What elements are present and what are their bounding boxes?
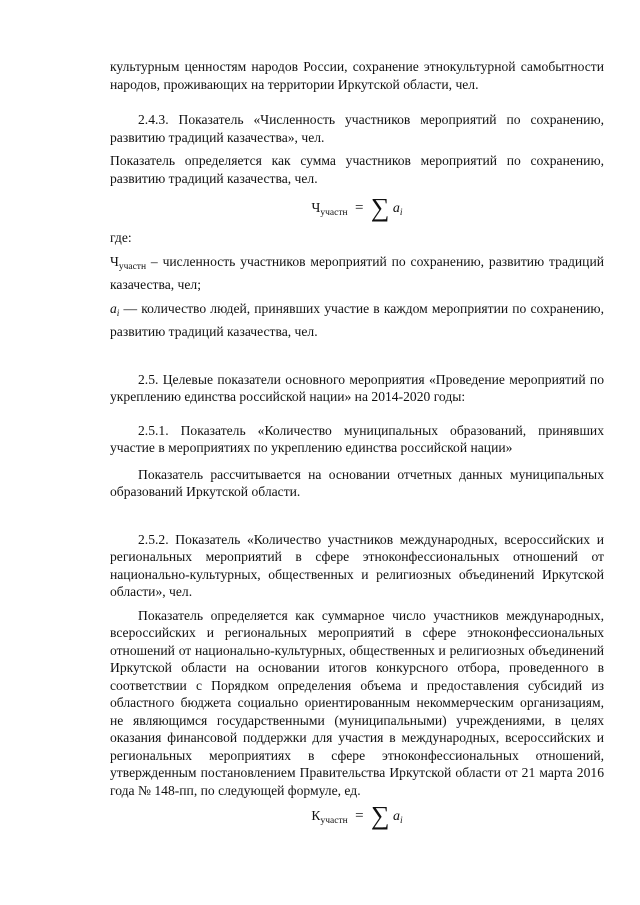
sum-symbol: ∑ bbox=[370, 193, 390, 222]
formula-ethno-participants bbox=[110, 799, 604, 839]
where-label: где: bbox=[110, 230, 132, 245]
definition-1-subscript: участн bbox=[118, 261, 147, 272]
definition-1-text: – численность участников мероприятий по сохранению, развитию традиций казачества, чел; bbox=[110, 253, 604, 292]
document-page bbox=[110, 58, 604, 839]
definition-2-text: — количество людей, принявших участие в каждом мероприятии по сохранению, развитию традиций казачества, чел. bbox=[110, 300, 604, 339]
formula-lhs: Ч bbox=[311, 200, 321, 215]
paragraph-2-5-2: 2.5.2. Показатель «Количество участников международных, всероссийских и региональных мероприятий в сфере этноконфессиональных отношений от национально-культурных, общественных и религиозных объединений Иркутской области», чел. bbox=[110, 531, 604, 599]
formula-equals: = bbox=[355, 808, 364, 824]
definition-1-symbol: Ч bbox=[110, 253, 119, 269]
definition-2-subscript: i bbox=[116, 308, 120, 319]
definition-2-symbol: a bbox=[110, 300, 117, 316]
formula-lhs-subscript: участн bbox=[320, 816, 348, 826]
paragraph-2-4-3: 2.4.3. Показатель «Численность участников мероприятий по сохранению, развитию традиций казачества», чел. bbox=[110, 112, 604, 145]
paragraph-definition-cossack: Показатель определяется как сумма участников мероприятий по сохранению, развитию традиций казачества, чел. bbox=[110, 153, 604, 186]
formula-variable: a bbox=[392, 809, 400, 824]
formula-variable-subscript: i bbox=[399, 208, 403, 218]
paragraph-intro: культурным ценностям народов России, сохранение этнокультурной самобытности народов, проживающих на территории Иркутской области, чел. bbox=[110, 59, 604, 92]
formula-lhs-subscript: участн bbox=[320, 208, 348, 218]
paragraph-municipal-data: Показатель рассчитывается на основании отчетных данных муниципальных образований Иркутской области. bbox=[110, 466, 604, 499]
paragraph-2-5-1: 2.5.1. Показатель «Количество муниципальных образований, принявших участие в мероприятиях по укреплению единства российской нации» bbox=[110, 422, 604, 455]
sum-symbol: ∑ bbox=[370, 801, 390, 830]
formula-cossack-participants bbox=[110, 189, 604, 229]
paragraph-2-5: 2.5. Целевые показатели основного мероприятия «Проведение мероприятий по укреплению единства российской нации» на 2014-2020 годы: bbox=[110, 371, 604, 404]
formula-variable: a bbox=[392, 201, 400, 216]
definition-item-1 bbox=[110, 253, 604, 294]
paragraph-definition-ethno: Показатель определяется как суммарное число участников международных, всероссийских и региональных мероприятий в сфере этноконфессиональных отношений от национально-культурных, общественных и религиозных объединений Иркутской области на основании итогов конкурсного отбора, проведенного в соответствии с Порядком определения объема и предоставления субсидий из областного бюджета социально ориентированным некоммерческим организациям, не являющимся государственными (муниципальными) учреждениями, в целях оказания финансовой поддержки для участия в международных, всероссийских и региональных мероприятиях в сфере этноконфессиональных отношений, утвержденным постановлением Правительства Иркутской области от 21 марта 2016 года № 148-пп, по следующей формуле, ед. bbox=[110, 607, 604, 798]
formula-equals: = bbox=[354, 200, 364, 216]
formula-lhs: К bbox=[311, 808, 321, 823]
definition-item-2 bbox=[110, 300, 604, 341]
formula-variable-subscript: i bbox=[399, 816, 403, 826]
